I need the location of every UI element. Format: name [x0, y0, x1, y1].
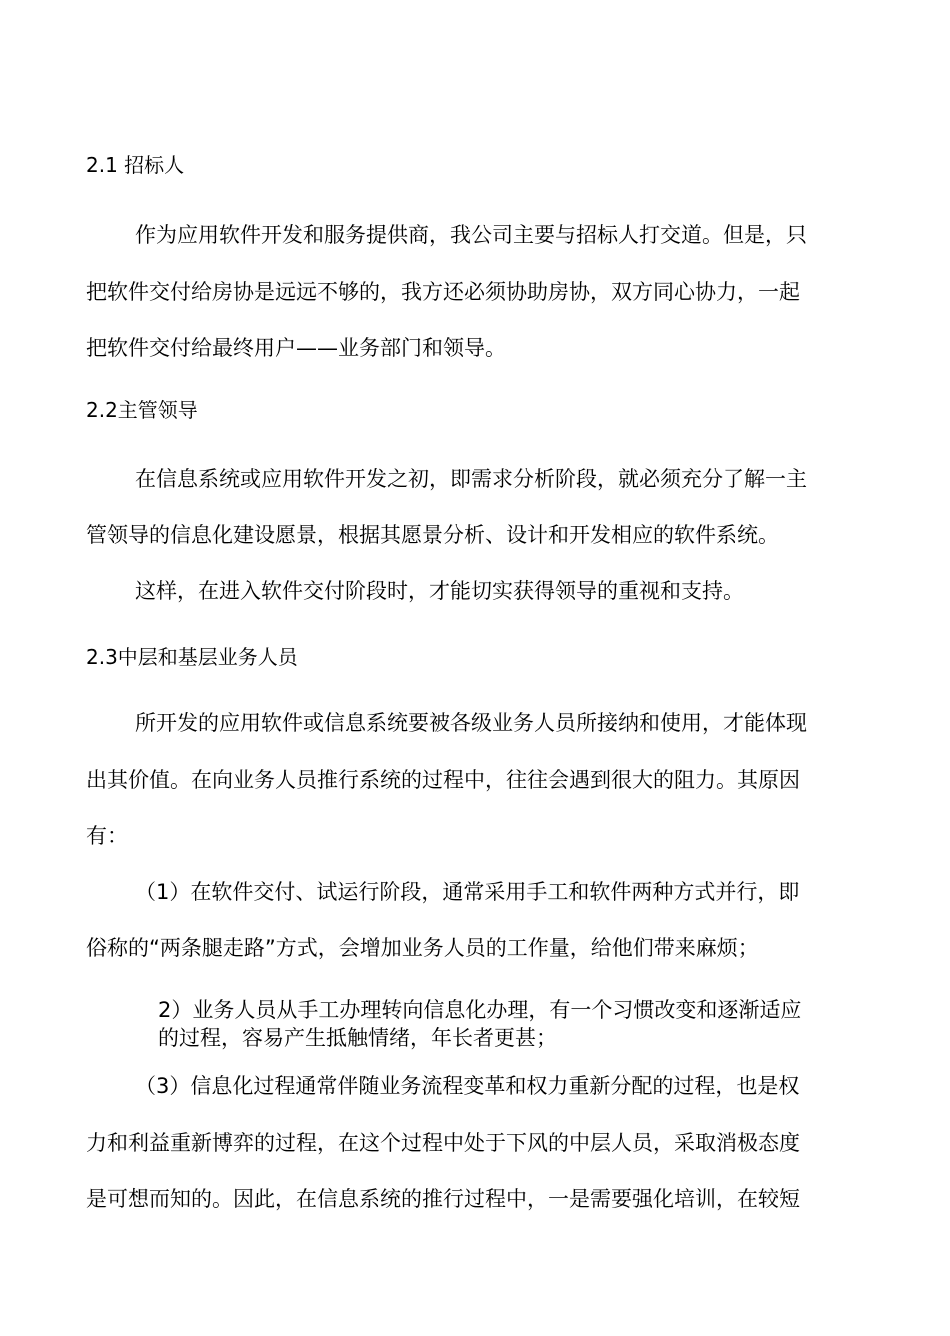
paragraph-line: 在信息系统或应用软件开发之初，即需求分析阶段，就必须充分了解一主: [135, 467, 807, 491]
list-item-3-line: 力和利益重新博弈的过程，在这个过程中处于下风的中层人员，采取消极态度: [86, 1131, 800, 1155]
paragraph-line: 把软件交付给最终用户——业务部门和领导。: [86, 336, 506, 360]
list-item-2-line: 的过程，容易产生抵触情绪，年长者更甚；: [158, 1026, 557, 1050]
section-heading-2-3: 2.3中层和基层业务人员: [86, 645, 298, 669]
paragraph-line: 有：: [86, 824, 128, 848]
paragraph-line: 把软件交付给房协是远远不够的，我方还必须协助房协，双方同心协力，一起: [86, 280, 800, 304]
list-item-1-line: （1）在软件交付、试运行阶段，通常采用手工和软件两种方式并行，即: [135, 880, 800, 904]
paragraph-line: 出其价值。在向业务人员推行系统的过程中，往往会遇到很大的阻力。其原因: [86, 768, 800, 792]
list-item-2-line: 2）业务人员从手工办理转向信息化办理，有一个习惯改变和逐渐适应: [158, 998, 802, 1022]
paragraph-line: 这样，在进入软件交付阶段时，才能切实获得领导的重视和支持。: [135, 579, 744, 603]
paragraph-line: 管领导的信息化建设愿景，根据其愿景分析、设计和开发相应的软件系统。: [86, 523, 779, 547]
section-heading-2-2: 2.2主管领导: [86, 398, 198, 422]
list-item-3-line: 是可想而知的。因此，在信息系统的推行过程中，一是需要强化培训，在较短: [86, 1187, 800, 1211]
paragraph-line: 作为应用软件开发和服务提供商，我公司主要与招标人打交道。但是，只: [135, 223, 807, 247]
paragraph-line: 所开发的应用软件或信息系统要被各级业务人员所接纳和使用，才能体现: [135, 711, 807, 735]
section-heading-2-1: 2.1 招标人: [86, 153, 185, 177]
list-item-1-line: 俗称的“两条腿走路”方式，会增加业务人员的工作量，给他们带来麻烦；: [86, 936, 759, 960]
list-item-3-line: （3）信息化过程通常伴随业务流程变革和权力重新分配的过程，也是权: [135, 1074, 800, 1098]
